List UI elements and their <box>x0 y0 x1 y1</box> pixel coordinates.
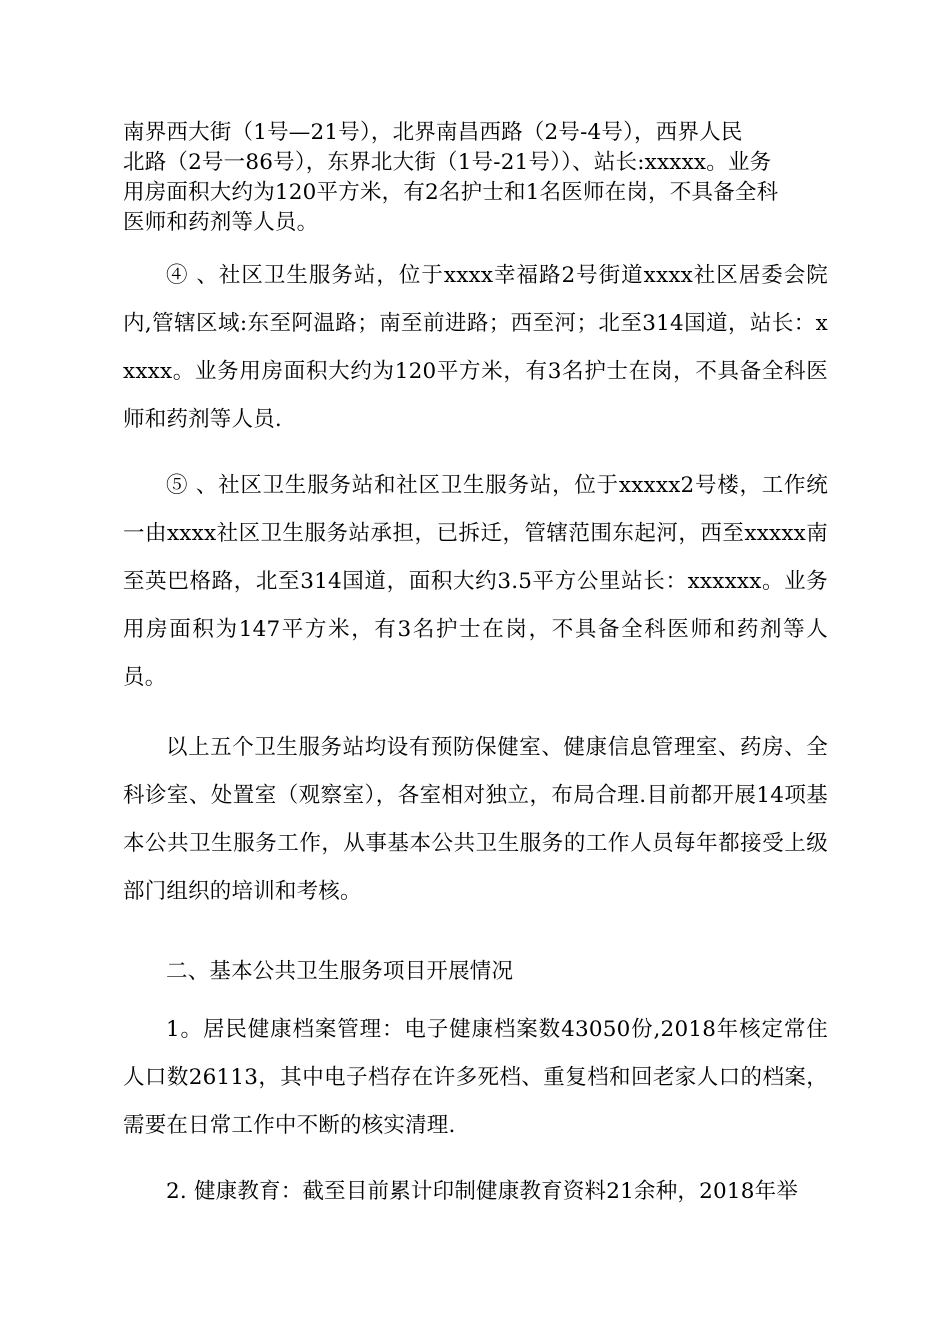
paragraph-health-records: 1。居民健康档案管理：电子健康档案数43050份,2018年核定常住人口数26113，其中电子档存在许多死档、重复档和回老家人口的档案，需要在日常工作中不断的核实清理. <box>123 1017 828 1138</box>
paragraph-station-boundaries <box>123 118 828 238</box>
text-line: 北路（2号一86号），东界北大街（1号-21号））、站长:xxxxx。业务 <box>123 150 772 175</box>
section-heading: 二、基本公共卫生服务项目开展情况 <box>166 959 514 984</box>
paragraph-health-education: 2. 健康教育：截至目前累计印制健康教育资料21余种，2018年举 <box>166 1179 799 1204</box>
paragraph-summary: 以上五个卫生服务站均设有预防保健室、健康信息管理室、药房、全科诊室、处置室（观察室），各室相对独立，布局合理.目前都开展14项基本公共卫生服务工作，从事基本公共卫生服务的工作人员每年都接受上级部门组织的培训和考核。 <box>123 735 828 904</box>
document-page <box>123 0 828 1344</box>
paragraph-station-4: ④ 、社区卫生服务站，位于xxxx幸福路2号街道xxxx社区居委会院内,管辖区域:东至阿温路；南至前进路；西至河；北至314国道，站长：xxxxx。业务用房面积大约为120平方米，有3名护士在岗，不具备全科医师和药剂等人员. <box>123 263 828 432</box>
text-line: 南界西大街（1号—21号），北界南昌西路（2号-4号），西界人民 <box>123 120 743 145</box>
paragraph-station-5: ⑤ 、社区卫生服务站和社区卫生服务站，位于xxxxx2号楼，工作统一由xxxx社区卫生服务站承担，已拆迁，管辖范围东起河，西至xxxxx南至英巴格路，北至314国道，面积大约3.5平方公里站长：xxxxxx。业务用房面积为147平方米，有3名护士在岗，不具备全科医师和药剂等人员。 <box>123 473 828 690</box>
text-line: 用房面积大约为120平方米，有2名护士和1名医师在岗，不具备全科 <box>123 180 779 205</box>
text-line: 医师和药剂等人员。 <box>123 210 319 235</box>
